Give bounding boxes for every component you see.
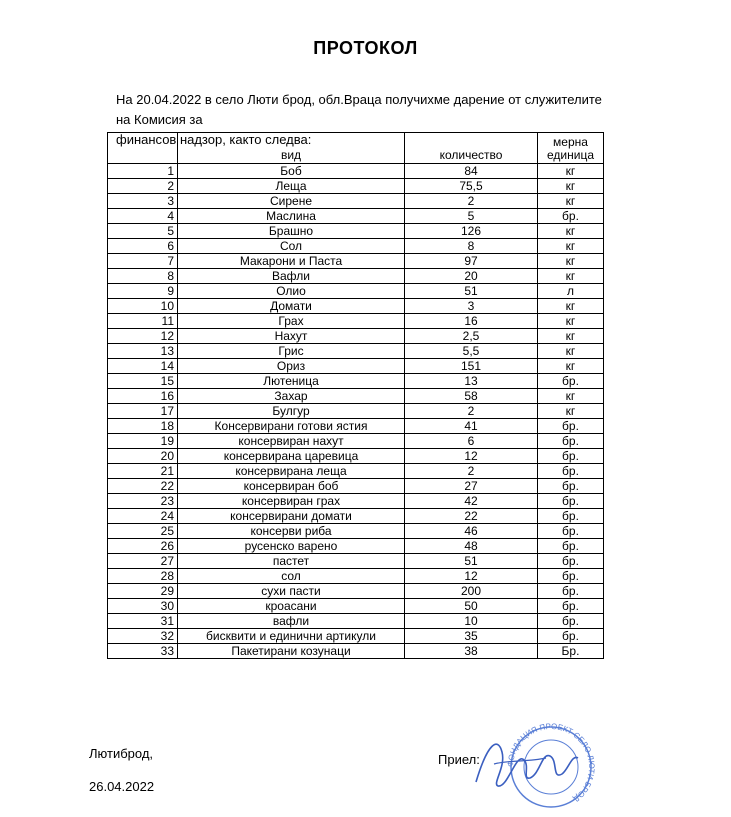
row-number: 33 — [108, 644, 178, 659]
row-number: 12 — [108, 329, 178, 344]
header-quantity: количество — [405, 133, 538, 164]
header-unit: мерна единица — [538, 133, 604, 164]
row-item: консервиран боб — [178, 479, 405, 494]
row-item: консервирана леща — [178, 464, 405, 479]
row-unit: кг — [538, 329, 604, 344]
row-number: 14 — [108, 359, 178, 374]
row-quantity: 84 — [405, 164, 538, 179]
row-quantity: 6 — [405, 434, 538, 449]
row-number: 22 — [108, 479, 178, 494]
intro-line-1: На 20.04.2022 в село Люти брод, обл.Враца получихме дарение от служителите на Комисия за — [116, 92, 602, 127]
row-item: бисквити и единични артикули — [178, 629, 405, 644]
row-item: консервиран нахут — [178, 434, 405, 449]
row-unit: бр. — [538, 434, 604, 449]
table-row — [108, 434, 604, 449]
row-unit: бр. — [538, 554, 604, 569]
table-row — [108, 539, 604, 554]
row-unit: бр. — [538, 449, 604, 464]
table-row — [108, 344, 604, 359]
row-unit: кг — [538, 344, 604, 359]
table-row — [108, 359, 604, 374]
row-number: 4 — [108, 209, 178, 224]
row-item: Вафли — [178, 269, 405, 284]
row-quantity: 2 — [405, 194, 538, 209]
table-row — [108, 569, 604, 584]
table-row — [108, 464, 604, 479]
row-quantity: 200 — [405, 584, 538, 599]
row-number: 8 — [108, 269, 178, 284]
row-number: 23 — [108, 494, 178, 509]
row-number: 9 — [108, 284, 178, 299]
row-quantity: 2 — [405, 464, 538, 479]
row-unit: кг — [538, 164, 604, 179]
row-unit: л — [538, 284, 604, 299]
row-item: консервирана царевица — [178, 449, 405, 464]
row-unit: кг — [538, 299, 604, 314]
row-number: 6 — [108, 239, 178, 254]
row-quantity: 22 — [405, 509, 538, 524]
row-quantity: 27 — [405, 479, 538, 494]
row-quantity: 42 — [405, 494, 538, 509]
row-quantity: 5 — [405, 209, 538, 224]
row-item: Сол — [178, 239, 405, 254]
row-item: Ориз — [178, 359, 405, 374]
row-quantity: 5,5 — [405, 344, 538, 359]
row-quantity: 97 — [405, 254, 538, 269]
footer-place: Лютиброд, — [89, 746, 154, 761]
row-number: 24 — [108, 509, 178, 524]
intro-line-2: финансов надзор, както следва: — [116, 132, 312, 147]
table-row — [108, 509, 604, 524]
table-row — [108, 494, 604, 509]
row-number: 11 — [108, 314, 178, 329]
table-row — [108, 254, 604, 269]
row-quantity: 50 — [405, 599, 538, 614]
row-number: 10 — [108, 299, 178, 314]
table-row — [108, 179, 604, 194]
row-item: Булгур — [178, 404, 405, 419]
table-row — [108, 314, 604, 329]
row-number: 26 — [108, 539, 178, 554]
row-item: Леща — [178, 179, 405, 194]
row-number: 31 — [108, 614, 178, 629]
table-row — [108, 239, 604, 254]
row-number: 5 — [108, 224, 178, 239]
row-item: Маслина — [178, 209, 405, 224]
row-item: Боб — [178, 164, 405, 179]
row-unit: кг — [538, 359, 604, 374]
table-row — [108, 479, 604, 494]
table-row — [108, 614, 604, 629]
row-unit: бр. — [538, 599, 604, 614]
row-quantity: 16 — [405, 314, 538, 329]
row-item: вафли — [178, 614, 405, 629]
row-item: Сирене — [178, 194, 405, 209]
row-quantity: 58 — [405, 389, 538, 404]
row-quantity: 8 — [405, 239, 538, 254]
row-item: консерви риба — [178, 524, 405, 539]
row-item: сол — [178, 569, 405, 584]
row-number: 19 — [108, 434, 178, 449]
row-unit: кг — [538, 404, 604, 419]
row-item: Брашно — [178, 224, 405, 239]
row-number: 20 — [108, 449, 178, 464]
row-quantity: 51 — [405, 284, 538, 299]
row-unit: бр. — [538, 479, 604, 494]
row-number: 16 — [108, 389, 178, 404]
row-number: 25 — [108, 524, 178, 539]
row-unit: кг — [538, 179, 604, 194]
row-unit: бр. — [538, 629, 604, 644]
row-quantity: 2 — [405, 404, 538, 419]
row-number: 27 — [108, 554, 178, 569]
row-quantity: 38 — [405, 644, 538, 659]
row-item: Захар — [178, 389, 405, 404]
row-quantity: 151 — [405, 359, 538, 374]
row-item: Пакетирани козунаци — [178, 644, 405, 659]
table-row — [108, 404, 604, 419]
table-row — [108, 194, 604, 209]
row-unit: бр. — [538, 374, 604, 389]
row-unit: бр. — [538, 209, 604, 224]
row-unit: кг — [538, 194, 604, 209]
row-item: кроасани — [178, 599, 405, 614]
row-unit: бр. — [538, 614, 604, 629]
row-quantity: 2,5 — [405, 329, 538, 344]
row-quantity: 12 — [405, 569, 538, 584]
row-unit: бр. — [538, 539, 604, 554]
stamp-text: ФОНДАЦИЯ ПРОЕКТ СЕЛО ЛЮТИ БРОД — [505, 722, 597, 804]
received-by-label: Приел: — [438, 752, 480, 767]
row-item: Грис — [178, 344, 405, 359]
row-item: сухи пасти — [178, 584, 405, 599]
table-row — [108, 554, 604, 569]
table-row — [108, 329, 604, 344]
row-unit: бр. — [538, 464, 604, 479]
table-row — [108, 269, 604, 284]
row-item: русенско варено — [178, 539, 405, 554]
row-number: 21 — [108, 464, 178, 479]
row-quantity: 3 — [405, 299, 538, 314]
table-row — [108, 644, 604, 659]
stamp-icon — [468, 722, 598, 812]
row-unit: кг — [538, 389, 604, 404]
row-unit: бр. — [538, 569, 604, 584]
row-quantity: 46 — [405, 524, 538, 539]
row-item: Нахут — [178, 329, 405, 344]
table-row — [108, 629, 604, 644]
row-quantity: 51 — [405, 554, 538, 569]
row-item: консервирани домати — [178, 509, 405, 524]
table-row — [108, 224, 604, 239]
donation-table — [107, 132, 604, 659]
header-item: вид — [178, 133, 405, 164]
row-quantity: 75,5 — [405, 179, 538, 194]
table-row — [108, 419, 604, 434]
row-unit: бр. — [538, 419, 604, 434]
row-number: 17 — [108, 404, 178, 419]
row-quantity: 12 — [405, 449, 538, 464]
table-row — [108, 299, 604, 314]
row-number: 1 — [108, 164, 178, 179]
table-row — [108, 584, 604, 599]
row-item: Олио — [178, 284, 405, 299]
table-header-row — [108, 133, 604, 164]
row-unit: бр. — [538, 524, 604, 539]
header-number — [108, 133, 178, 164]
row-number: 15 — [108, 374, 178, 389]
row-item: Домати — [178, 299, 405, 314]
row-unit: кг — [538, 269, 604, 284]
row-quantity: 35 — [405, 629, 538, 644]
row-unit: бр. — [538, 494, 604, 509]
row-number: 7 — [108, 254, 178, 269]
row-item: консервиран грах — [178, 494, 405, 509]
row-unit: кг — [538, 254, 604, 269]
table-row — [108, 599, 604, 614]
row-quantity: 10 — [405, 614, 538, 629]
row-number: 32 — [108, 629, 178, 644]
row-quantity: 20 — [405, 269, 538, 284]
row-item: Грах — [178, 314, 405, 329]
row-number: 18 — [108, 419, 178, 434]
row-unit: кг — [538, 314, 604, 329]
table-row — [108, 449, 604, 464]
row-quantity: 13 — [405, 374, 538, 389]
table-row — [108, 164, 604, 179]
row-number: 2 — [108, 179, 178, 194]
row-number: 30 — [108, 599, 178, 614]
table-row — [108, 524, 604, 539]
row-item: Консервирани готови ястия — [178, 419, 405, 434]
row-number: 3 — [108, 194, 178, 209]
row-unit: Бр. — [538, 644, 604, 659]
stamp-and-signature — [468, 722, 598, 817]
table-row — [108, 284, 604, 299]
footer-date: 26.04.2022 — [89, 779, 155, 794]
document-title: ПРОТОКОЛ — [313, 38, 418, 58]
row-unit: бр. — [538, 584, 604, 599]
row-item: пастет — [178, 554, 405, 569]
row-number: 28 — [108, 569, 178, 584]
row-number: 29 — [108, 584, 178, 599]
row-quantity: 41 — [405, 419, 538, 434]
row-unit: кг — [538, 239, 604, 254]
row-item: Лютеница — [178, 374, 405, 389]
row-number: 13 — [108, 344, 178, 359]
row-unit: бр. — [538, 509, 604, 524]
row-item: Макарони и Паста — [178, 254, 405, 269]
table-row — [108, 209, 604, 224]
table-row — [108, 389, 604, 404]
row-quantity: 48 — [405, 539, 538, 554]
table-row — [108, 374, 604, 389]
row-unit: кг — [538, 224, 604, 239]
row-quantity: 126 — [405, 224, 538, 239]
